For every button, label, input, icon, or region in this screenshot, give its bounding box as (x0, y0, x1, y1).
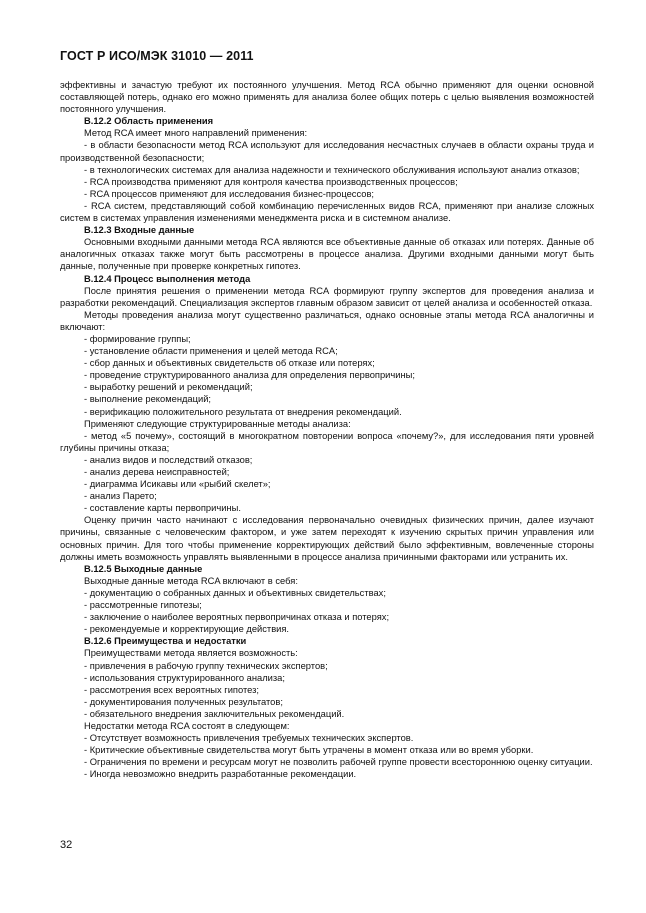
paragraph: - обязательного внедрения заключительных рекомендаций. (84, 708, 345, 719)
paragraph: - проведение структурированного анализа для определения первопричины; (84, 370, 415, 381)
paragraph: - Иногда невозможно внедрить разработанные рекомендации. (84, 769, 357, 780)
paragraph: - RCA производства применяют для контроля качества производственных процессов; (84, 176, 458, 187)
paragraph: - в области безопасности метод RCA используют для исследования несчастных случаев в области охраны труда и производственной безопасности; (60, 140, 594, 163)
section-heading: В.12.5 Выходные данные (84, 563, 203, 574)
paragraph: После принятия решения о применении метода RCA формируют группу экспертов для проведения анализа и разработки рекомендаций. Специализация экспертов главным образом зависит от целей анализа и особенностей отказа. (60, 285, 594, 308)
section-heading: В.12.3 Входные данные (84, 225, 195, 236)
paragraph: - анализ видов и последствий отказов; (84, 454, 253, 465)
paragraph: - формирование группы; (84, 333, 191, 344)
paragraph: - диаграмма Исикавы или «рыбий скелет»; (84, 479, 271, 490)
paragraph: - выполнение рекомендаций; (84, 394, 212, 405)
paragraph: Выходные данные метода RCA включают в себя: (84, 575, 298, 586)
paragraph: - верификацию положительного результата от внедрения рекомендаций. (84, 406, 402, 417)
paragraph: Применяют следующие структурированные методы анализа: (84, 418, 351, 429)
paragraph: эффективны и зачастую требуют их постоянного улучшения. Метод RCA обычно применяют для оценки основной составляющей потерь, однако его можно применять для анализа более общих потерь с целью выявления возможностей постоянного улучшения. (60, 80, 594, 115)
paragraph: Методы проведения анализа могут существенно различаться, однако основные этапы метода RCA аналогичны и включают: (60, 309, 594, 332)
paragraph: Основными входными данными метода RCA являются все объективные данные об отказах или потерях. Данные об аналогичных отказах также могут быть рассмотрены в процессе анализа. Другими входными данными могут быть данные, полученные при проверке конкретных гипотез. (60, 237, 594, 272)
paragraph: - RCA систем, представляющий собой комбинацию перечисленных видов RCA, применяют при анализе сложных систем в системах управления изменениями менеджмента риска и в системном анализе. (60, 200, 594, 224)
section-heading: В.12.6 Преимущества и недостатки (84, 636, 247, 647)
paragraph: - Критические объективные свидетельства могут быть утрачены в момент отказа или во время уборки. (84, 745, 534, 756)
body-text (60, 79, 594, 780)
paragraph: - анализ Парето; (84, 491, 157, 502)
paragraph: - рассмотренные гипотезы; (84, 600, 202, 611)
paragraph: Недостатки метода RCA состоят в следующем: (84, 720, 290, 731)
paragraph: - в технологических системах для анализа надежности и технического обслуживания используют анализ отказов; (84, 164, 580, 175)
paragraph: - выработку решений и рекомендаций; (84, 382, 253, 393)
paragraph: Преимуществами метода является возможность: (84, 648, 298, 659)
section-heading: В.12.2 Область применения (84, 116, 214, 127)
paragraph: - документацию о собранных данных и объективных свидетельствах; (84, 587, 386, 598)
paragraph: - рассмотрения всех вероятных гипотез; (84, 684, 260, 695)
paragraph: - использования структурированного анализа; (84, 672, 285, 683)
page-number: 32 (60, 839, 73, 851)
paragraph: - заключение о наиболее вероятных первопричинах отказа и потерях; (84, 612, 390, 623)
section-heading: В.12.4 Процесс выполнения метода (84, 273, 251, 284)
paragraph: - привлечения в рабочую группу технических экспертов; (84, 660, 328, 671)
paragraph: - установление области применения и целей метода RCA; (84, 346, 338, 357)
paragraph: - RCA процессов применяют для исследования бизнес-процессов; (84, 188, 375, 199)
paragraph: - Отсутствует возможность привлечения требуемых технических экспертов. (84, 733, 414, 744)
paragraph: - сбор данных и объективных свидетельств об отказе или потерях; (84, 358, 375, 369)
paragraph: Оценку причин часто начинают с исследования первоначально очевидных физических причин, далее изучают причины, связанные с человеческим фактором, и уже затем переходят к изучению скрытых причин управления или основных причин. Для того чтобы применение корректирующих действий было эффективным, вовлеченные стороны должны иметь возможность управлять выявленными в процессе анализа причинными факторами или устранить их. (60, 515, 594, 562)
paragraph: Метод RCA имеет много направлений применения: (84, 128, 308, 139)
paragraph: - рекомендуемые и корректирующие действия. (84, 624, 290, 635)
paragraph: - метод «5 почему», состоящий в многократном повторении вопроса «почему?», для исследования пяти уровней глубины причины отказа; (60, 430, 594, 453)
paragraph: - составление карты первопричины. (84, 503, 241, 514)
document-header: ГОСТ Р ИСО/МЭК 31010 — 2011 (60, 49, 254, 63)
paragraph: - Ограничения по времени и ресурсам могут не позволить рабочей группе провести всестороннюю оценку ситуации. (84, 757, 593, 768)
paragraph: - анализ дерева неисправностей; (84, 467, 230, 477)
paragraph: - документирования полученных результатов; (84, 696, 283, 707)
